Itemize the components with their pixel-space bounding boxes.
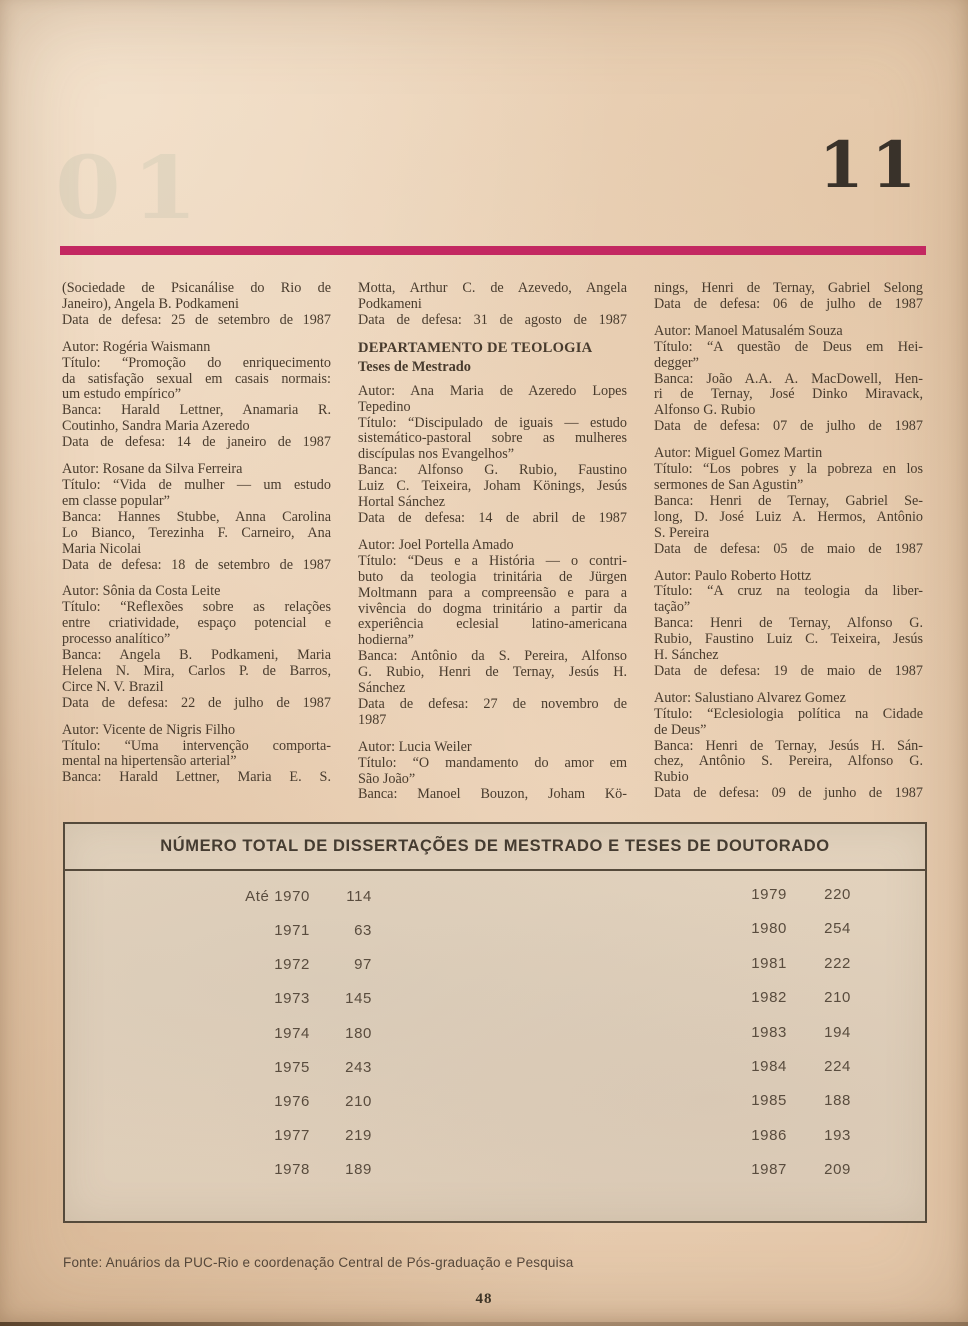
text-column [62,281,331,814]
text-line: Data de defesa: 22 de julho de 1987 [62,694,331,711]
year-cell: 1983 [751,1023,787,1041]
text-line: Banca: Harald Lettner, Anamaria R. [62,402,331,419]
text-line: um estudo empírico” [62,386,181,403]
text-line: Rubio [654,769,689,786]
text-line: Data de defesa: 14 de abril de 1987 [358,509,627,526]
text-line: Data de defesa: 27 de novembro de [358,695,627,712]
value-cell: 209 [824,1161,851,1178]
table-row [155,1093,372,1110]
year-cell: 1973 [274,990,310,1008]
text-line: nings, Henri de Ternay, Gabriel Selong [654,280,923,296]
text-line: mental na hipertensão arterial” [62,753,237,770]
text-line: Data de defesa: 18 de setembro de 1987 [62,556,331,573]
text-line: de Deus” [654,721,707,738]
text-line: experiência eclesial latino-americana [358,616,627,633]
value-cell: 219 [345,1126,372,1144]
value-cell: 220 [824,886,851,903]
value-cell: 194 [824,1023,851,1041]
table-row [630,1092,851,1109]
table-row [155,956,372,973]
text-line: Sánchez [358,680,406,697]
text-line: long, D. José Luiz A. Hermos, Antônio [654,508,923,525]
text-line: Título: “Eclesiologia política na Cidade [654,705,923,722]
text-line: Título: “Discipulado de iguais — estudo [358,414,627,431]
year-cell: 1982 [751,989,787,1007]
text-line: Podkameni [358,295,422,312]
year-cell: 1984 [751,1057,787,1075]
text-line: São João” [358,770,416,787]
text-line: Tepedino [358,398,411,415]
text-line: Autor: Vicente de Nigris Filho [62,721,236,738]
text-line: Banca: Manoel Bouzon, Joham Kö- [358,786,627,803]
section-heading: DEPARTAMENTO DE TEOLOGIA [358,339,593,356]
year-cell: 1987 [751,1161,787,1178]
text-line: Alfonso G. Rubio [654,402,756,419]
page-number: 48 [475,1291,493,1307]
value-cell: 114 [346,888,372,905]
year-cell: 1979 [751,886,787,903]
text-line: Hortal Sánchez [358,494,446,511]
table-row [630,1127,851,1144]
table-row [630,1024,851,1041]
table-row [630,1161,851,1178]
text-line: Autor: Rosane da Silva Ferreira [62,461,243,478]
text-line: tação” [654,599,691,616]
text-line: da satisfação sexual em casais normais: [62,370,331,387]
scan-edge [0,1322,968,1326]
thesis-entry [358,538,627,729]
text-line: discípulas nos Evangelhos” [358,446,515,463]
totals-table-right-column [630,886,851,1178]
text-line: Autor: Lucia Weiler [358,738,472,755]
text-line: Data de defesa: 19 de maio de 1987 [654,662,923,679]
text-line: sermones de San Agustin” [654,476,804,493]
text-line: Título: “Deus e a História — o contri- [358,552,627,569]
year-cell: 1971 [274,922,310,940]
text-line: vivência do dogma trinitário a partir da [358,600,627,617]
year-cell: 1980 [751,920,787,938]
text-line: Título: “Promoção do enriquecimento [62,354,331,371]
value-cell: 145 [345,990,372,1008]
table-row [630,955,851,972]
text-line: Título: “A cruz na teologia da liber- [654,583,923,600]
text-line: Banca: Angela B. Podkameni, Maria [62,647,331,664]
text-line: Data de defesa: 09 de junho de 1987 [654,785,923,802]
thesis-entry [358,384,627,527]
text-line: Título: “A questão de Deus em Hei- [654,338,923,355]
text-line: Helena N. Mira, Carlos P. de Barros, [62,662,331,679]
value-cell: 189 [345,1161,372,1178]
text-column [654,281,923,814]
text-line: Data de defesa: 31 de agosto de 1987 [358,311,627,328]
year-cell: 1977 [274,1126,310,1144]
thesis-entry [654,324,923,435]
value-cell: 222 [824,954,851,972]
value-cell: 180 [345,1024,372,1042]
text-line: Autor: Manoel Matusalém Souza [654,322,843,339]
source-note: Fonte: Anuários da PUC-Rio e coordenação Central de Pós-graduação e Pesquisa [63,1255,574,1270]
value-cell: 188 [824,1092,851,1110]
totals-table-title: NÚMERO TOTAL DE DISSERTAÇÕES DE MESTRADO E TESES DE DOUTORADO [160,837,830,855]
text-line: processo analítico” [62,631,171,648]
table-row [630,1058,851,1075]
thesis-entry [654,446,923,557]
thesis-entry [62,584,331,711]
value-cell: 224 [824,1057,851,1075]
value-cell: 210 [824,989,851,1007]
value-cell: 63 [354,922,372,940]
text-line: Título: “Uma intervenção comporta- [62,737,331,754]
text-line: Data de defesa: 07 de julho de 1987 [654,418,923,435]
value-cell: 210 [345,1092,372,1110]
text-line: em classe popular” [62,492,170,509]
table-row [155,990,372,1007]
text-line: buto da teologia trinitária de Jürgen [358,568,627,585]
thesis-entry [62,340,331,451]
value-cell: 254 [824,920,851,938]
bleed-through-ghost-number: 01 [55,138,209,239]
thesis-listing-columns [62,281,922,814]
thesis-entry [62,281,331,329]
thesis-entry [654,691,923,802]
table-row [155,1161,372,1178]
section-subheading: Teses de Mestrado [358,358,471,375]
year-cell: 1975 [274,1058,310,1076]
text-line: Circe N. V. Brazil [62,678,164,695]
thesis-entry [654,281,923,313]
text-line: (Sociedade de Psicanálise do Rio de [62,280,331,296]
thesis-entry [358,740,627,804]
text-line: ri de Ternay, José Dinko Miravack, [654,386,923,403]
text-line: Autor: Joel Portella Amado [358,536,514,553]
table-row [155,922,372,939]
text-line: Rubio, Faustino Luiz C. Teixeira, Jesús [654,631,923,648]
table-row [155,1025,372,1042]
table-row [155,1127,372,1144]
text-line: Banca: Harald Lettner, Maria E. S. [62,769,331,786]
text-line: Autor: Ana Maria de Azeredo Lopes [358,382,627,399]
text-line: Data de defesa: 05 de maio de 1987 [654,540,923,557]
text-line: Lo Bianco, Terezinha F. Carneiro, Ana [62,524,331,541]
year-cell: 1974 [274,1024,310,1042]
text-line: Data de defesa: 06 de julho de 1987 [654,295,923,312]
text-line: Título: “O mandamento do amor em [358,754,627,771]
thesis-entry [358,281,627,329]
text-line: Luiz C. Teixeira, Joham Könings, Jesús [358,478,627,495]
thesis-entry [654,569,923,680]
text-column [358,281,627,814]
text-line: Maria Nicolai [62,540,142,557]
table-row [155,1059,372,1076]
year-cell: 1986 [751,1126,787,1144]
thesis-entry [62,462,331,573]
year-cell: 1985 [751,1092,787,1110]
year-cell: 1981 [751,954,787,972]
year-cell: 1972 [274,956,310,974]
text-line: entre criatividade, espaço potencial e [62,615,331,632]
value-cell: 193 [824,1126,851,1144]
table-row [630,886,851,903]
text-line: Coutinho, Sandra Maria Azeredo [62,418,250,435]
totals-table-left-column [155,888,372,1178]
totals-table-header [65,824,925,871]
value-cell: 243 [345,1058,372,1076]
text-line: Título: “Los pobres y la pobreza en los [654,461,923,478]
text-line: degger” [654,354,699,371]
text-line: hodierna” [358,632,414,649]
text-line: Autor: Rogéria Waismann [62,338,211,355]
text-line: G. Rubio, Henri de Ternay, Jesús H. [358,664,627,681]
text-line: Autor: Paulo Roberto Hottz [654,567,812,584]
text-line: Data de defesa: 14 de janeiro de 1987 [62,434,331,451]
text-line: sistemático-pastoral sobre as mulheres [358,430,627,447]
table-row [630,920,851,937]
text-line: Banca: Henri de Ternay, Alfonso G. [654,615,923,632]
table-row [630,989,851,1006]
text-line: Autor: Sônia da Costa Leite [62,583,221,600]
text-line: Autor: Salustiano Alvarez Gomez [654,689,846,706]
text-line: S. Pereira [654,524,710,541]
text-line: Banca: João A.A. A. MacDowell, Hen- [654,370,923,387]
text-line: Autor: Miguel Gomez Martin [654,445,823,462]
text-line: Moltmann para a compreensão e para a [358,584,627,601]
text-line: Título: “Vida de mulher — um estudo [62,476,331,493]
text-line: Banca: Henri de Ternay, Jesús H. Sán- [654,737,923,754]
text-line: Banca: Hannes Stubbe, Anna Carolina [62,508,331,525]
thesis-entry [62,723,331,787]
text-line: Título: “Reflexões sobre as relações [62,599,331,616]
text-line: Banca: Alfonso G. Rubio, Faustino [358,462,627,479]
table-row [155,888,372,905]
totals-table [63,822,927,1223]
text-line: 1987 [358,711,387,728]
year-cell: Até 1970 [245,888,310,905]
text-line: H. Sánchez [654,647,719,664]
text-line: Motta, Arthur C. de Azevedo, Angela [358,280,627,296]
accent-rule [60,246,926,255]
text-line: Banca: Henri de Ternay, Gabriel Se- [654,492,923,509]
text-line: Janeiro), Angela B. Podkameni [62,295,239,312]
year-cell: 1976 [274,1092,310,1110]
value-cell: 97 [354,956,372,974]
text-line: Data de defesa: 25 de setembro de 1987 [62,311,331,328]
chapter-number: 11 [818,128,924,203]
year-cell: 1978 [274,1161,310,1178]
text-line: Banca: Antônio da S. Pereira, Alfonso [358,648,627,665]
text-line: chez, Antônio S. Pereira, Alfonso G. [654,753,923,770]
